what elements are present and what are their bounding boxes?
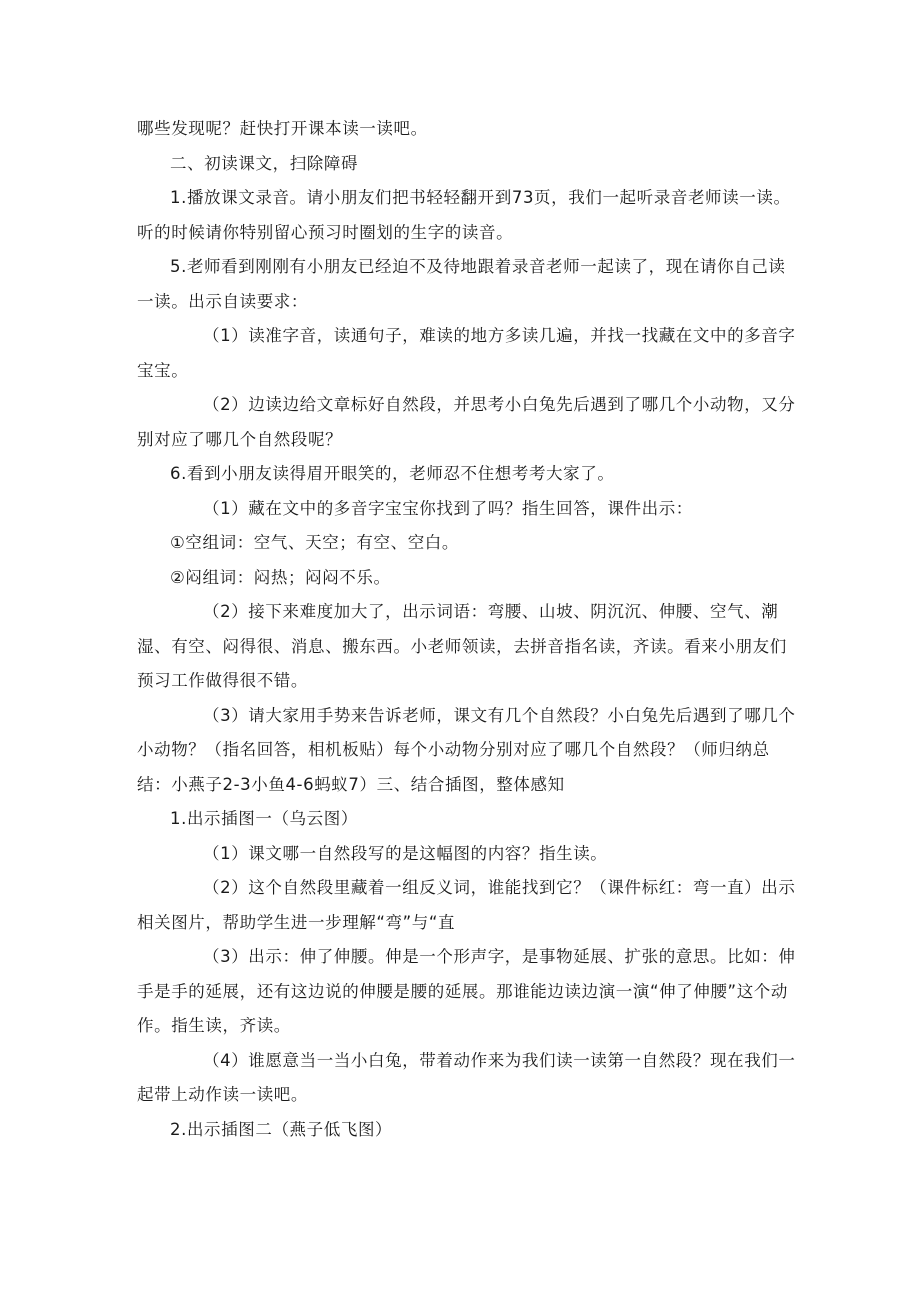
document-body <box>137 112 797 1147</box>
section-heading-initial-reading: 二、初读课文，扫除障碍 <box>170 153 359 173</box>
paragraph-illustration-2: 2.出示插图二（燕子低飞图） <box>170 1119 393 1139</box>
paragraph-step-5: 5.老师看到刚刚有小朋友已经迫不及待地跟着录音老师一起读了，现在请你自己读一读。出示自读要求： <box>137 257 786 311</box>
paragraph-requirement-2: （2）边读边给文章标好自然段，并思考小白兔先后遇到了哪几个小动物，又分别对应了哪几个自然段呢？ <box>137 395 796 449</box>
paragraph-question-2: （2）接下来难度加大了，出示词语：弯腰、山坡、阴沉沉、伸腰、空气、潮湿、有空、闷得很、消息、搬东西。小老师领读，去拼音指名读，齐读。看来小朋友们预习工作做得很不错。 <box>137 602 787 690</box>
paragraph-continuation: 哪些发现呢？赶快打开课本读一读吧。 <box>137 119 428 138</box>
paragraph-question-3: （3）请大家用手势来告诉老师，课文有几个自然段？小白兔先后遇到了哪几个小动物？（指名回答，相机板贴）每个小动物分别对应了哪几个自然段？（师归纳总结：小燕子2-3小鱼4-6蚂蚁7）三、结合插图，整体感知 <box>137 705 796 794</box>
paragraph-requirement-1: （1）读准字音，读通句子，难读的地方多读几遍，并找一找藏在文中的多音字宝宝。 <box>137 326 796 380</box>
paragraph-word-group-men: ②闷组词：闷热；闷闷不乐。 <box>170 567 391 587</box>
paragraph-step-1: 1.播放课文录音。请小朋友们把书轻轻翻开到73页，我们一起听录音老师读一读。听的时候请你特别留心预习时圈划的生字的读音。 <box>137 188 791 242</box>
paragraph-question-1: （1）藏在文中的多音字宝宝你找到了吗？指生回答，课件出示： <box>203 498 693 518</box>
paragraph-word-group-kong: ①空组词：空气、天空；有空、空白。 <box>170 533 459 552</box>
paragraph-illustration-1-q4: （4）谁愿意当一当小白兔，带着动作来为我们读一读第一自然段？现在我们一起带上动作读一读吧。 <box>137 1050 796 1104</box>
paragraph-illustration-1-q3: （3）出示：伸了伸腰。伸是一个形声字，是事物延展、扩张的意思。比如：伸手是手的延展，还有这边说的伸腰是腰的延展。那谁能边读边演一演“伸了伸腰”这个动作。指生读，齐读。 <box>137 947 796 1035</box>
paragraph-illustration-1-q2: （2）这个自然段里藏着一组反义词，谁能找到它？（课件标红：弯一直）出示相关图片，帮助学生进一步理解“弯”与“直 <box>137 878 796 932</box>
paragraph-illustration-1-q1: （1）课文哪一自然段写的是这幅图的内容？指生读。 <box>203 843 608 863</box>
paragraph-step-6: 6.看到小朋友读得眉开眼笑的，老师忍不住想考考大家了。 <box>170 464 615 483</box>
paragraph-illustration-1: 1.出示插图一（乌云图） <box>170 809 358 828</box>
